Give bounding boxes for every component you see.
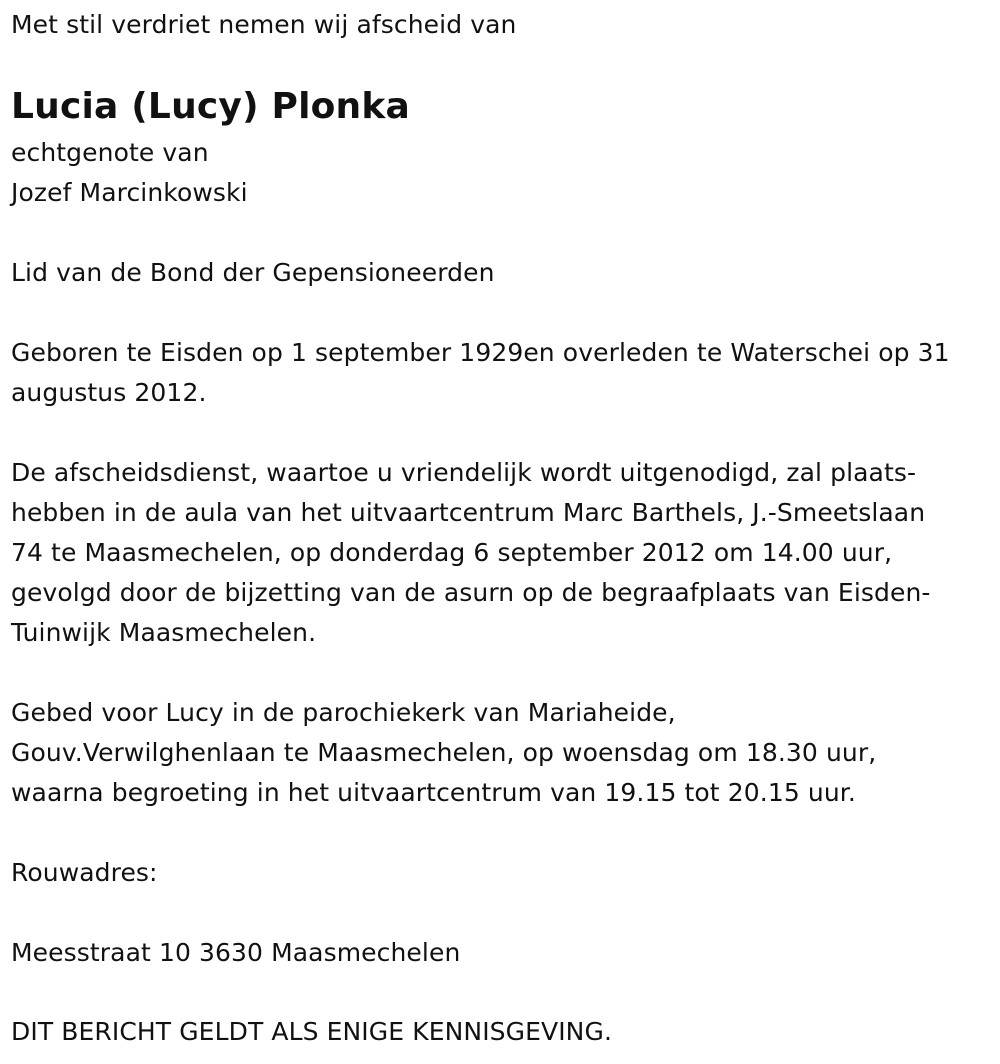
membership-text: Lid van de Bond der Gepensioneerden	[11, 258, 495, 287]
service-line: gevolgd door de bijzetting van de asurn op de begraafplaats van Eisden-	[11, 578, 931, 607]
prayer-line: Gebed voor Lucy in de parochiekerk van Mariaheide,	[11, 698, 676, 727]
birth-death-line: Geboren te Eisden op 1 september 1929en overleden te Waterschei op 31	[11, 338, 950, 367]
prayer-line: Gouv.Verwilghenlaan te Maasmechelen, op woensdag om 18.30 uur,	[11, 738, 877, 767]
notice-text: DIT BERICHT GELDT ALS ENIGE KENNISGEVING.	[11, 1017, 612, 1046]
service-paragraph	[11, 453, 996, 653]
mourning-address: Meesstraat 10 3630 Maasmechelen	[11, 938, 461, 967]
intro-text: Met stil verdriet nemen wij afscheid van	[11, 10, 517, 39]
deceased-name-heading: Lucia (Lucy) Plonka	[11, 86, 411, 127]
service-line: Tuinwijk Maasmechelen.	[11, 618, 317, 647]
spouse-name: Jozef Marcinkowski	[11, 178, 248, 207]
birth-death-paragraph	[11, 333, 996, 413]
mourning-address-label: Rouwadres:	[11, 858, 158, 887]
service-line: 74 te Maasmechelen, op donderdag 6 september 2012 om 14.00 uur,	[11, 538, 893, 567]
prayer-paragraph	[11, 693, 996, 813]
spouse-label: echtgenote van	[11, 138, 209, 167]
birth-death-line: augustus 2012.	[11, 378, 207, 407]
service-line: hebben in de aula van het uitvaartcentrum Marc Barthels, J.-Smeetslaan	[11, 498, 926, 527]
service-line: De afscheidsdienst, waartoe u vriendelijk wordt uitgenodigd, zal plaats-	[11, 458, 917, 487]
prayer-line: waarna begroeting in het uitvaartcentrum van 19.15 tot 20.15 uur.	[11, 778, 856, 807]
